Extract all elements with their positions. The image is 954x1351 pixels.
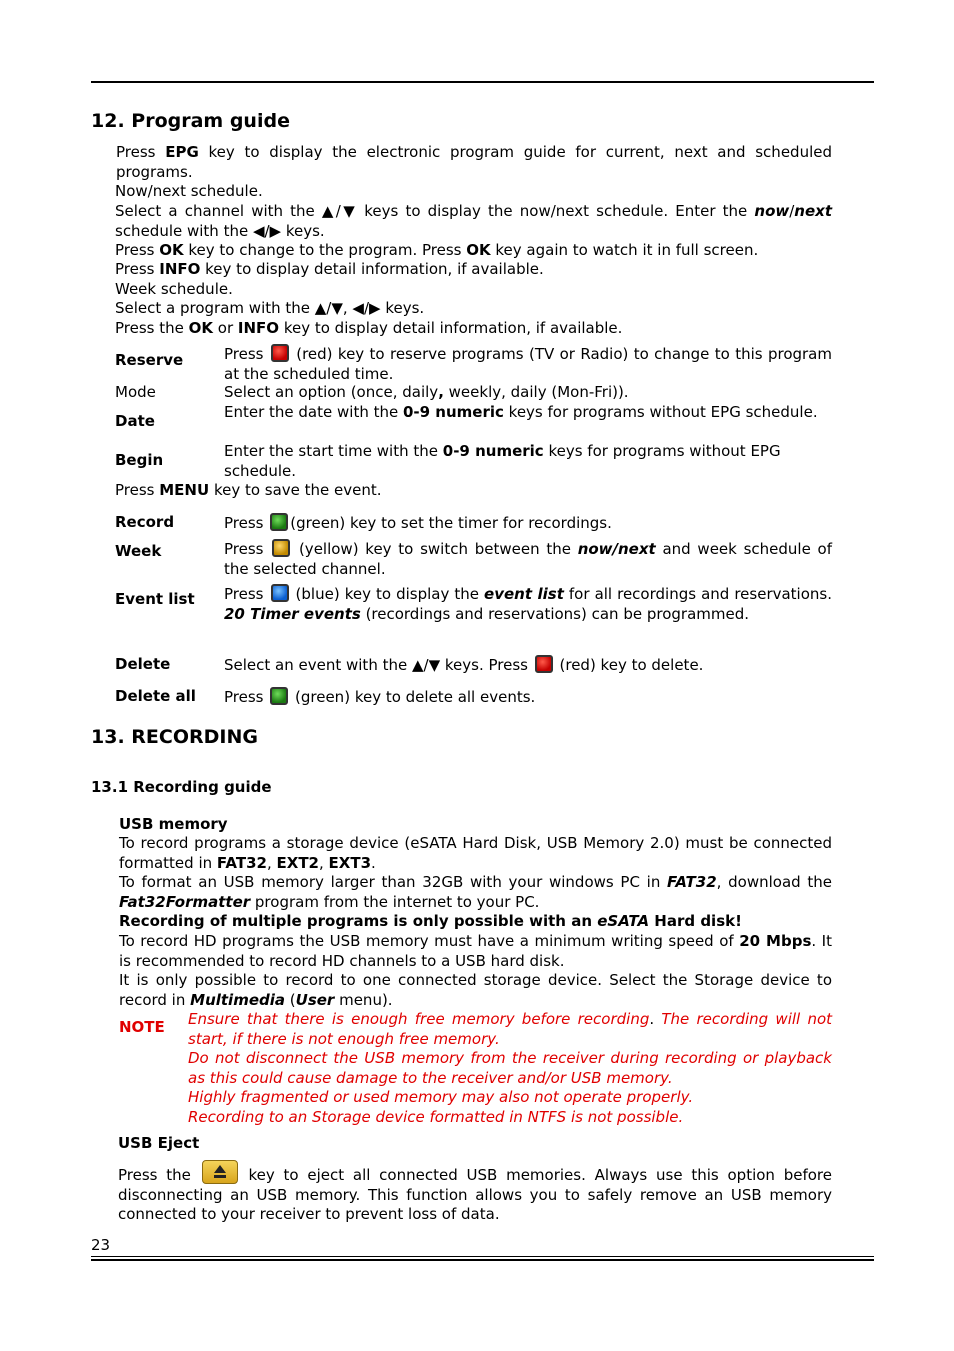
hd-speed-paragraph: To record HD programs the USB memory must have a minimum writing speed of 20 Mbps. It is recommended to record HD channels to a USB hard disk. [119,932,832,970]
ok-info-paragraph: Press the OK or INFO key to display detail information, if available. [115,319,623,337]
reserve-text: Press (red) key to reserve programs (TV or Radio) to change to this program at the scheduled time. [224,345,832,383]
week-label: Week [115,542,162,560]
red-key-icon [271,344,289,362]
event-list-text: Press (blue) key to display the event list for all recordings and reservations. 20 Timer events (recordings and reservations) can be programmed. [224,585,832,623]
usb-memory-heading: USB memory [119,815,228,833]
reserve-label: Reserve [115,351,184,369]
epg-paragraph: Press EPG key to display the electronic program guide for current, next and scheduled programs. [116,143,832,181]
header-rule [91,81,874,83]
section-12-title: 12. Program guide [91,110,290,132]
green-key-icon [270,687,288,705]
blue-key-icon [271,584,289,602]
note-text [188,1010,832,1127]
begin-text: Enter the start time with the 0-9 numeric keys for programs without EPG schedule. [224,442,781,480]
note-line-2: Do not disconnect the USB memory from the receiver during recording or playback as this could cause damage to the receiver and/or USB memory. [188,1049,832,1087]
delete-label: Delete [115,655,171,673]
footer-rule-thick [91,1259,874,1261]
green-key-icon [270,513,288,531]
menu-save-paragraph: Press MENU key to save the event. [115,481,382,499]
usb-format-paragraph: To record programs a storage device (eSATA Hard Disk, USB Memory 2.0) must be connected formatted in FAT32, EXT2, EXT3. [119,834,832,872]
now-next-heading: Now/next schedule. [115,182,263,200]
usb-eject-paragraph: Press the key to eject all connected USB memories. Always use this option before disconnecting an USB memory. This function allows you to safely remove an USB memory connected to your receiver to prevent loss of data. [118,1160,832,1225]
week-schedule-heading: Week schedule. [115,280,233,298]
begin-label: Begin [115,451,164,469]
section-13-1-title: 13.1 Recording guide [91,778,272,796]
note-line-3: Highly fragmented or used memory may also not operate properly. [188,1088,694,1106]
esata-warning: Recording of multiple programs is only possible with an eSATA Hard disk! [119,912,742,930]
mode-label: Mode [115,383,156,401]
delete-text: Select an event with the ▲/▼ keys. Press (red) key to delete. [224,656,704,674]
ok-paragraph: Press OK key to change to the program. Press OK key again to watch it in full screen. [115,241,759,259]
record-text: Press (green) key to set the timer for recordings. [224,514,612,532]
note-line-4: Recording to an Storage device formatted in NTFS is not possible. [188,1107,684,1126]
date-label: Date [115,412,155,430]
note-label: NOTE [119,1018,165,1036]
red-key-icon [535,655,553,673]
note-line-1: Ensure that there is enough free memory before recording. The recording will not start, if there is not enough free memory. [188,1010,833,1048]
fat32-paragraph: To format an USB memory larger than 32GB with your windows PC in FAT32, download the Fat32Formatter program from the internet to your PC. [119,873,832,911]
record-label: Record [115,513,175,531]
storage-device-paragraph: It is only possible to record to one connected storage device. Select the Storage device to record in Multimedia (User menu). [119,971,832,1009]
delete-all-label: Delete all [115,687,196,705]
eject-key-icon [202,1160,238,1184]
section-13-title: 13. RECORDING [91,726,258,748]
delete-all-text: Press (green) key to delete all events. [224,688,536,706]
now-next-paragraph: Select a channel with the ▲/▼ keys to display the now/next schedule. Enter the now/next schedule with the ◀/▶ keys. [115,202,832,240]
week-text: Press (yellow) key to switch between the now/next and week schedule of the selected channel. [224,540,832,578]
mode-text: Select an option (once, daily, weekly, daily (Mon-Fri)). [224,383,629,401]
page-number: 23 [91,1236,111,1254]
yellow-key-icon [272,539,290,557]
usb-eject-heading: USB Eject [118,1134,200,1152]
date-text: Enter the date with the 0-9 numeric keys for programs without EPG schedule. [224,403,818,421]
event-list-label: Event list [115,590,195,608]
select-program-paragraph: Select a program with the ▲/▼, ◀/▶ keys. [115,299,425,317]
info-paragraph: Press INFO key to display detail information, if available. [115,260,544,278]
footer-rule-thin [91,1256,874,1257]
